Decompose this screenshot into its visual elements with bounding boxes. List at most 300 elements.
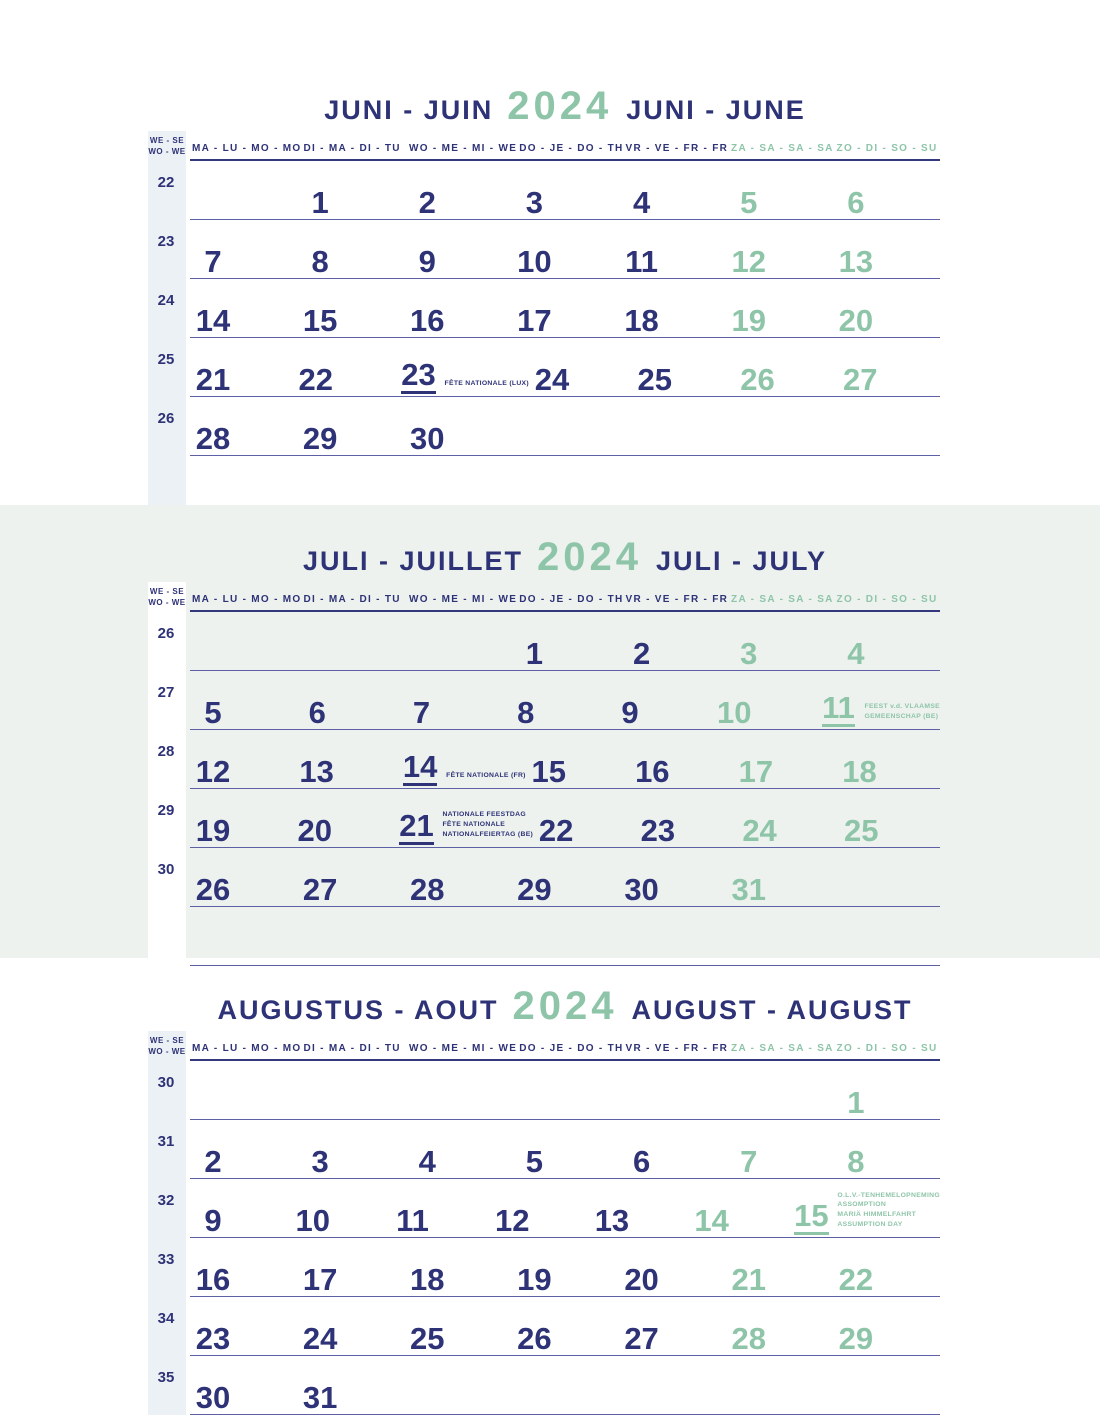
month-panel-june — [0, 0, 1100, 505]
holiday-label — [442, 379, 529, 396]
week-days — [190, 1356, 940, 1415]
date — [190, 812, 236, 848]
date — [833, 1084, 879, 1120]
day-cell — [404, 1061, 511, 1119]
week-number: 30 — [157, 861, 175, 878]
date-number: 17 — [517, 302, 552, 338]
day-cell — [833, 397, 940, 455]
week-header-line1: WE - SE — [149, 587, 185, 597]
day-cell — [533, 789, 635, 847]
day-cell — [619, 907, 726, 965]
date-number: 14 — [195, 302, 231, 338]
day-cell — [190, 789, 292, 847]
date-number: 1 — [311, 184, 329, 220]
day-cell — [619, 848, 726, 906]
day-cell — [190, 730, 294, 788]
day-cell — [404, 848, 511, 906]
date — [389, 1202, 435, 1238]
date-number: 19 — [731, 302, 766, 338]
day-cell — [190, 848, 297, 906]
date — [619, 1261, 665, 1297]
day-cell — [837, 338, 940, 396]
date-number: 11 — [396, 1202, 429, 1238]
day-cell — [404, 397, 511, 455]
date — [726, 1261, 772, 1297]
day-cell — [726, 848, 833, 906]
week-days — [190, 671, 940, 730]
week-number: 32 — [157, 1192, 175, 1209]
date-number: 29 — [838, 1320, 874, 1356]
day-cell — [404, 1297, 511, 1355]
day-cell — [816, 671, 941, 729]
week-row — [148, 338, 940, 397]
week-row — [148, 671, 940, 730]
date — [689, 1202, 735, 1238]
date — [190, 302, 236, 338]
week-row — [148, 730, 940, 789]
day-cell — [733, 730, 837, 788]
day-cell — [511, 161, 618, 219]
day-cell — [726, 397, 833, 455]
day-cell — [619, 1061, 726, 1119]
date-number: 19 — [195, 812, 231, 848]
day-cell — [290, 1179, 390, 1237]
date-number: 5 — [525, 1143, 544, 1179]
day-cell — [190, 1238, 297, 1296]
date-number: 1 — [525, 635, 544, 671]
date-number: 4 — [418, 1143, 436, 1179]
date-number: 15 — [302, 302, 338, 338]
week-row — [148, 1297, 940, 1356]
week-number: 33 — [157, 1251, 175, 1268]
day-cell — [297, 279, 404, 337]
holiday-label-line: NATIONALE FEESTDAG — [442, 811, 526, 819]
date-number: 8 — [847, 1143, 865, 1179]
holiday-label-line: ASSOMPTION — [837, 1201, 887, 1209]
day-cell — [393, 789, 533, 847]
date-number: 16 — [635, 753, 670, 789]
date — [511, 302, 557, 338]
date-number: 3 — [740, 635, 758, 671]
day-cell — [190, 907, 297, 965]
day-cell — [297, 1120, 404, 1178]
day-cell — [297, 161, 404, 219]
date — [816, 689, 862, 729]
date-number: 30 — [624, 871, 659, 907]
date — [190, 753, 236, 789]
date-number: 18 — [624, 302, 659, 338]
day-cell — [726, 161, 833, 219]
date — [297, 302, 343, 338]
week-row — [148, 848, 940, 907]
week-column-header — [148, 582, 190, 612]
day-cell — [190, 1297, 297, 1355]
day-cell — [833, 279, 940, 337]
day-header-row — [148, 1031, 940, 1061]
day-cell — [511, 220, 618, 278]
date-number: 22 — [838, 1261, 874, 1297]
date — [190, 1379, 236, 1415]
week-header-line1: WE - SE — [149, 1036, 185, 1046]
holiday-label-line: FÊTE NATIONALE — [442, 821, 506, 829]
day-cell — [404, 907, 511, 965]
day-cell — [404, 1120, 511, 1178]
date-number: 12 — [195, 753, 231, 789]
day-cell — [833, 1356, 940, 1414]
day-cell — [833, 161, 940, 219]
day-cell — [836, 730, 940, 788]
day-cell — [297, 397, 404, 455]
date — [726, 871, 772, 907]
year-label: 2024 — [536, 535, 642, 579]
day-header: ZO - DI - SO - SU — [836, 594, 938, 605]
day-cell — [503, 671, 607, 729]
day-cell — [529, 338, 632, 396]
day-cell — [689, 1179, 789, 1237]
date — [619, 871, 665, 907]
day-cell — [619, 220, 726, 278]
date-number: 7 — [204, 243, 222, 279]
date-number: 20 — [297, 812, 332, 848]
date — [294, 694, 340, 730]
date — [404, 871, 450, 907]
week-days — [190, 730, 940, 789]
date-number: 4 — [632, 184, 651, 220]
day-cell — [297, 907, 404, 965]
date-number: 18 — [842, 753, 877, 789]
week-number: 31 — [157, 1133, 175, 1150]
holiday-label — [834, 1191, 940, 1237]
week-days — [190, 789, 940, 848]
date — [635, 812, 681, 848]
date-number: 2 — [632, 635, 651, 671]
date-number: 4 — [847, 635, 865, 671]
month-title — [190, 0, 940, 129]
date — [833, 1320, 879, 1356]
date — [833, 302, 879, 338]
date — [397, 748, 443, 788]
day-headers — [190, 1031, 940, 1061]
week-number: 28 — [157, 743, 175, 760]
date-number: 22 — [538, 812, 574, 848]
date-number: 21 — [195, 361, 231, 397]
date-number: 31 — [731, 871, 766, 907]
date-number: 23 — [401, 360, 435, 394]
date-number: 25 — [637, 361, 672, 397]
day-cell — [833, 848, 940, 906]
day-cell — [511, 848, 618, 906]
date-number: 16 — [410, 302, 445, 338]
month-title-left: JULI - JUILLET — [302, 546, 523, 576]
date-number: 17 — [738, 753, 774, 789]
day-cell — [726, 1297, 833, 1355]
day-header: DI - MA - DI - TU — [303, 594, 401, 605]
date-number: 10 — [517, 243, 552, 279]
month-title-right: JUNI - JUNE — [626, 95, 806, 125]
day-cell — [635, 789, 737, 847]
day-header-row — [148, 582, 940, 612]
date — [837, 361, 883, 397]
day-cell — [489, 1179, 589, 1237]
week-column-header — [148, 131, 190, 161]
date — [404, 184, 450, 220]
date — [619, 302, 665, 338]
day-cell — [833, 220, 940, 278]
week-column-header — [148, 1031, 190, 1061]
day-header: VR - VE - FR - FR — [625, 594, 729, 605]
week-header-line2: WO - WE — [148, 147, 186, 157]
date-number: 2 — [204, 1143, 222, 1179]
week-row — [148, 220, 940, 279]
day-cell — [711, 671, 815, 729]
day-cell — [511, 397, 618, 455]
date — [404, 420, 450, 456]
date-number: 19 — [517, 1261, 552, 1297]
date-number: 27 — [624, 1320, 659, 1356]
date-number: 31 — [302, 1379, 338, 1415]
date — [292, 812, 338, 848]
day-cell — [511, 1061, 618, 1119]
day-header: ZA - SA - SA - SA — [731, 143, 834, 154]
week-number: 25 — [157, 351, 175, 368]
month-title-right: JULI - JULY — [655, 546, 828, 576]
week-days — [190, 1061, 940, 1120]
date — [297, 243, 343, 279]
holiday-label-line: O.L.V.-TENHEMELOPNEMING — [837, 1191, 940, 1199]
day-cell — [619, 161, 726, 219]
date — [737, 812, 783, 848]
week-days — [190, 612, 940, 671]
date — [619, 243, 665, 279]
date — [297, 420, 343, 456]
date-number: 12 — [731, 243, 766, 279]
month-title-left: JUNI - JUIN — [324, 95, 494, 125]
date-number: 30 — [195, 1379, 231, 1415]
date — [619, 1320, 665, 1356]
day-cell — [619, 397, 726, 455]
date — [711, 694, 757, 730]
day-cell — [190, 220, 297, 278]
day-header: DI - MA - DI - TU — [303, 1043, 401, 1054]
week-number: 30 — [157, 1074, 175, 1091]
date — [190, 1320, 236, 1356]
day-cell — [399, 671, 503, 729]
week-number: 23 — [157, 233, 175, 250]
date — [511, 243, 557, 279]
date-number: 13 — [838, 243, 874, 279]
date — [607, 694, 653, 730]
day-header: DO - JE - DO - TH — [519, 143, 624, 154]
day-cell — [404, 612, 511, 670]
holiday-label-line: ASSUMPTION DAY — [837, 1221, 903, 1229]
date-number: 14 — [694, 1202, 729, 1238]
week-days — [190, 1120, 940, 1179]
date-number: 16 — [195, 1261, 231, 1297]
day-cell — [190, 671, 294, 729]
date — [489, 1202, 535, 1238]
week-number: 24 — [157, 292, 175, 309]
day-headers — [190, 131, 940, 161]
date-number: 18 — [410, 1261, 445, 1297]
day-header: MA - LU - MO - MO — [192, 143, 302, 154]
date-number: 5 — [740, 184, 758, 220]
date — [833, 635, 879, 671]
day-cell — [297, 1297, 404, 1355]
week-days — [190, 1297, 940, 1356]
day-cell — [726, 220, 833, 278]
date — [404, 302, 450, 338]
date-number: 13 — [594, 1202, 630, 1238]
day-header: MA - LU - MO - MO — [192, 1043, 302, 1054]
date-number: 6 — [632, 1143, 651, 1179]
date — [726, 243, 772, 279]
date-number: 24 — [534, 361, 570, 397]
day-cell — [190, 279, 297, 337]
day-cell — [404, 1238, 511, 1296]
date-number: 29 — [517, 871, 552, 907]
day-header: ZO - DI - SO - SU — [836, 143, 938, 154]
year-label: 2024 — [512, 984, 618, 1028]
date-number: 13 — [299, 753, 334, 789]
date-number: 25 — [410, 1320, 445, 1356]
day-cell — [619, 1120, 726, 1178]
week-days — [190, 848, 940, 907]
day-cell — [833, 1238, 940, 1296]
day-cell — [619, 279, 726, 337]
date-number: 6 — [847, 184, 865, 220]
date — [190, 1202, 236, 1238]
date — [503, 694, 549, 730]
date — [190, 420, 236, 456]
week-number: 26 — [157, 410, 175, 427]
date-number: 15 — [531, 753, 566, 789]
week-header-line1: WE - SE — [149, 136, 185, 146]
day-cell — [726, 1238, 833, 1296]
day-cell — [607, 671, 711, 729]
day-cell — [726, 612, 833, 670]
day-cell — [297, 848, 404, 906]
date-number: 20 — [624, 1261, 659, 1297]
date — [726, 184, 772, 220]
date — [726, 1143, 772, 1179]
day-cell — [292, 789, 394, 847]
day-cell — [726, 1120, 833, 1178]
day-header: ZA - SA - SA - SA — [731, 1043, 834, 1054]
day-cell — [297, 1238, 404, 1296]
date-number: 7 — [740, 1143, 758, 1179]
date-number: 7 — [412, 694, 431, 730]
date — [788, 1197, 834, 1237]
date — [833, 1261, 879, 1297]
date-number: 28 — [410, 871, 445, 907]
date-number: 28 — [731, 1320, 766, 1356]
day-cell — [726, 279, 833, 337]
day-cell — [726, 1356, 833, 1414]
date-number: 30 — [410, 420, 445, 456]
day-cell — [838, 789, 940, 847]
date — [833, 243, 879, 279]
date-number: 22 — [298, 361, 333, 397]
holiday-label-line: FEEST v.d. VLAAMSE — [864, 703, 941, 711]
day-cell — [404, 161, 511, 219]
date-number: 24 — [302, 1320, 338, 1356]
week-days — [190, 338, 940, 397]
date — [511, 1143, 557, 1179]
day-cell — [734, 338, 837, 396]
date-number: 6 — [308, 694, 326, 730]
day-cell — [619, 1297, 726, 1355]
date — [734, 361, 780, 397]
date-number: 10 — [295, 1202, 330, 1238]
day-cell — [833, 1120, 940, 1178]
holiday-label-line: FÊTE NATIONALE (LUX) — [444, 380, 529, 388]
week-days — [190, 1238, 940, 1297]
day-cell — [190, 338, 293, 396]
date — [589, 1202, 635, 1238]
day-cell — [511, 612, 618, 670]
day-cell — [726, 1061, 833, 1119]
day-cell — [404, 279, 511, 337]
day-cell — [619, 612, 726, 670]
week-number: 27 — [157, 684, 175, 701]
date — [511, 1261, 557, 1297]
day-cell — [511, 1120, 618, 1178]
date — [404, 1261, 450, 1297]
holiday-label-line: GEMEENSCHAP (BE) — [864, 713, 939, 721]
date — [190, 1143, 236, 1179]
date — [190, 694, 236, 730]
date — [726, 302, 772, 338]
week-row — [148, 161, 940, 220]
day-cell — [190, 1179, 290, 1237]
day-cell — [526, 730, 630, 788]
date-number: 8 — [517, 694, 535, 730]
date — [297, 1320, 343, 1356]
date-number: 9 — [418, 243, 436, 279]
date — [511, 635, 557, 671]
day-cell — [190, 1356, 297, 1414]
date-number: 17 — [302, 1261, 338, 1297]
week-row — [148, 1061, 940, 1120]
week-days — [190, 279, 940, 338]
day-cell — [396, 338, 529, 396]
day-header: MA - LU - MO - MO — [192, 594, 302, 605]
date — [399, 694, 445, 730]
date — [726, 1320, 772, 1356]
day-cell — [404, 220, 511, 278]
date-number: 15 — [794, 1201, 828, 1235]
date-number: 26 — [195, 871, 231, 907]
date — [619, 1143, 665, 1179]
week-row — [148, 789, 940, 848]
day-cell — [297, 1061, 404, 1119]
month-title — [190, 505, 940, 580]
day-cell — [511, 1297, 618, 1355]
day-cell — [294, 730, 398, 788]
date — [190, 243, 236, 279]
day-cell — [389, 1179, 489, 1237]
date — [529, 361, 575, 397]
date-number: 21 — [399, 811, 433, 845]
date-number: 10 — [717, 694, 752, 730]
date-number: 29 — [302, 420, 338, 456]
day-cell — [726, 907, 833, 965]
week-row — [148, 1120, 940, 1179]
date — [393, 807, 439, 847]
week-row — [148, 1179, 940, 1238]
week-number: 34 — [157, 1310, 175, 1327]
date — [511, 184, 557, 220]
